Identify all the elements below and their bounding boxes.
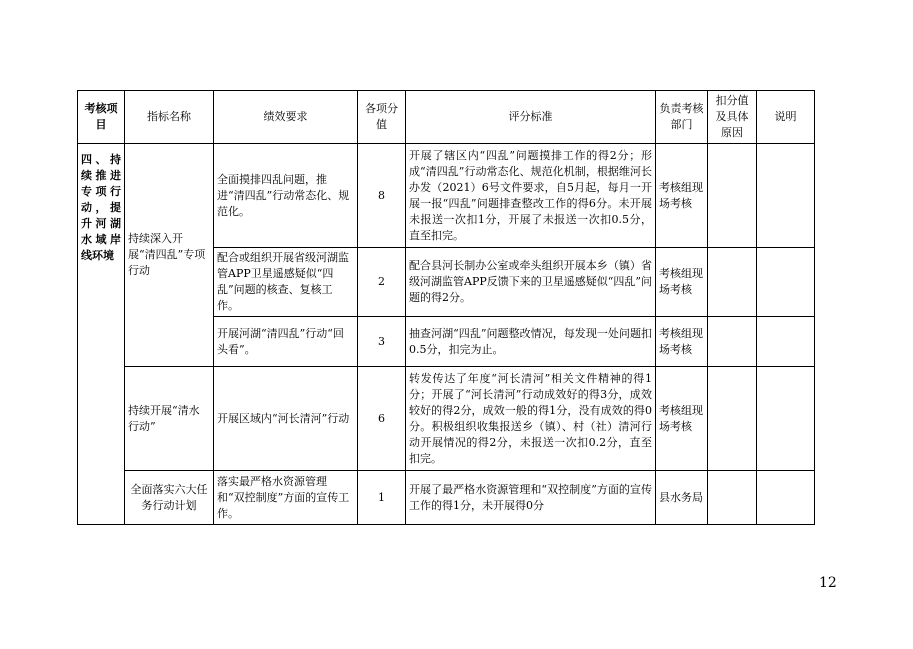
requirement-cell: 全面摸排四乱问题，推进“清四乱”行动常态化、规范化。	[214, 144, 358, 248]
assessment-table	[77, 90, 815, 525]
requirement-cell: 落实最严格水资源管理和“双控制度”方面的宣传工作。	[214, 471, 358, 525]
note-cell	[757, 248, 815, 317]
score-cell: 1	[358, 471, 406, 525]
score-cell: 8	[358, 144, 406, 248]
table-row	[78, 144, 815, 248]
header-cell: 考核项目	[78, 91, 125, 144]
header-cell: 扣分值及具体原因	[708, 91, 757, 144]
header-cell: 说明	[757, 91, 815, 144]
header-cell: 负责考核部门	[656, 91, 708, 144]
header-row	[78, 91, 815, 144]
indicator-cell: 持续开展“清水行动”	[125, 367, 214, 471]
criteria-cell: 转发传达了年度“河长清河”相关文件精神的得1分；开展了“河长清河”行动成效好的得3分，成效较好的得2分，成效一般的得1分，没有成效的得0分。积极组织收集报送乡（镇）、村（社）清河行动开展情况的得2分，未报送一次扣0.2分，直至扣完。	[406, 367, 656, 471]
section-cell: 四、持续推进专项行动，提升河湖水域岸线环境	[78, 144, 125, 525]
dept-cell: 考核组现场考核	[656, 144, 708, 248]
page-number: 12	[819, 575, 837, 591]
requirement-cell: 开展河湖“清四乱”行动“回头看”。	[214, 317, 358, 367]
deduction-cell	[708, 317, 757, 367]
score-cell: 3	[358, 317, 406, 367]
criteria-cell: 开展了辖区内“四乱”问题摸排工作的得2分；形成“清四乱”行动常态化、规范化机制，根据维河长办发（2021）6号文件要求，自5月起，每月一开展一报“四乱”问题排查整改工作的得6分。未开展未报送一次扣1分，开展了未报送一次扣0.5分，直至扣完。	[406, 144, 656, 248]
dept-cell: 考核组现场考核	[656, 317, 708, 367]
note-cell	[757, 471, 815, 525]
criteria-cell: 配合县河长制办公室或牵头组织开展本乡（镇）省级河湖监管APP反馈下来的卫星遥感疑似“四乱”问题的得2分。	[406, 248, 656, 317]
header-cell: 指标名称	[125, 91, 214, 144]
table-row	[78, 367, 815, 471]
indicator-cell: 持续深入开展“清四乱”专项行动	[125, 144, 214, 367]
indicator-cell: 全面落实六大任务行动计划	[125, 471, 214, 525]
deduction-cell	[708, 367, 757, 471]
header-cell: 各项分值	[358, 91, 406, 144]
dept-cell: 考核组现场考核	[656, 248, 708, 317]
score-cell: 6	[358, 367, 406, 471]
header-cell: 绩效要求	[214, 91, 358, 144]
dept-cell: 考核组现场考核	[656, 367, 708, 471]
requirement-cell: 配合或组织开展省级河湖监管APP卫星遥感疑似“四乱”问题的核查、复核工作。	[214, 248, 358, 317]
table-row	[78, 471, 815, 525]
criteria-cell: 开展了最严格水资源管理和“双控制度”方面的宣传工作的得1分，未开展得0分	[406, 471, 656, 525]
score-cell: 2	[358, 248, 406, 317]
deduction-cell	[708, 144, 757, 248]
note-cell	[757, 317, 815, 367]
deduction-cell	[708, 248, 757, 317]
criteria-cell: 抽查河湖“四乱”问题整改情况，每发现一处问题扣0.5分，扣完为止。	[406, 317, 656, 367]
requirement-cell: 开展区域内“河长清河”行动	[214, 367, 358, 471]
dept-cell: 县水务局	[656, 471, 708, 525]
deduction-cell	[708, 471, 757, 525]
note-cell	[757, 144, 815, 248]
note-cell	[757, 367, 815, 471]
header-cell: 评分标准	[406, 91, 656, 144]
